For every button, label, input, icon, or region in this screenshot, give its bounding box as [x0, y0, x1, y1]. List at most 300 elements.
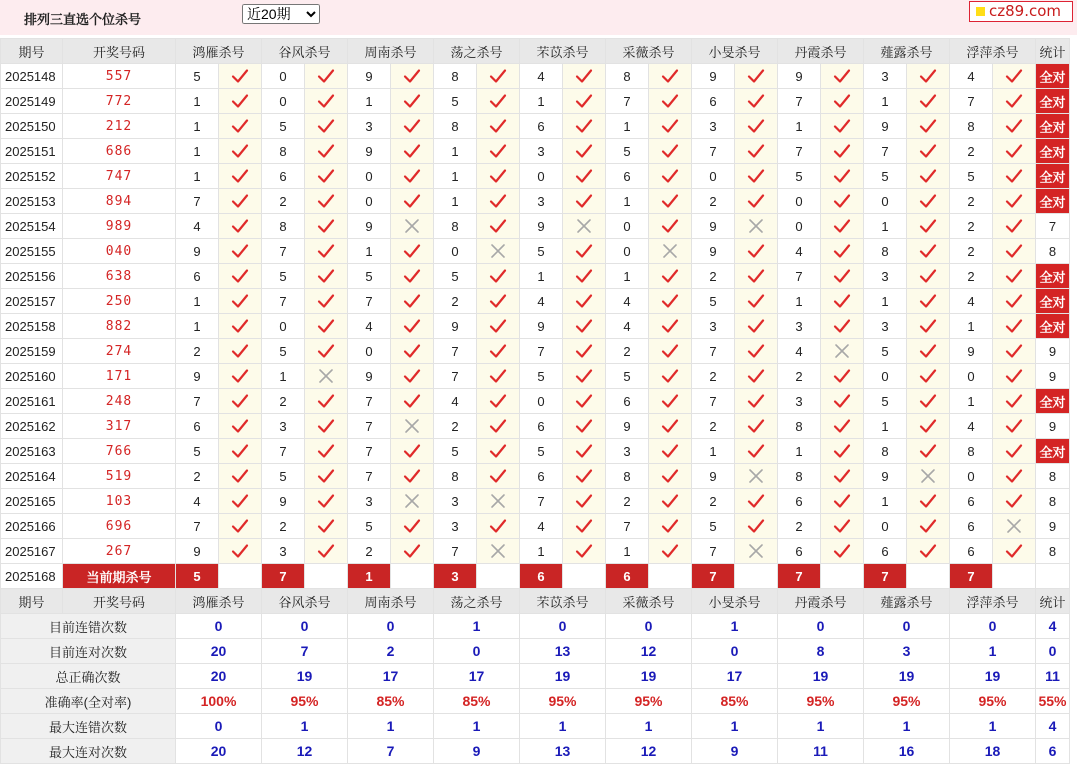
row-kill-number: 3 — [778, 389, 821, 414]
check-icon — [477, 114, 520, 139]
row-kill-number: 1 — [606, 264, 649, 289]
check-icon — [735, 289, 778, 314]
row-kill-number: 3 — [692, 314, 735, 339]
current-empty-cell — [477, 564, 520, 589]
header-expert[interactable]: 芣苡杀号 — [520, 39, 606, 64]
header-stat: 统计 — [1036, 589, 1070, 614]
check-icon — [993, 239, 1036, 264]
current-empty-cell — [821, 564, 864, 589]
row-kill-number: 2 — [606, 489, 649, 514]
row-stat: 7 — [1036, 214, 1070, 239]
summary-row — [1, 739, 1070, 764]
check-icon — [735, 164, 778, 189]
row-kill-number: 1 — [520, 264, 563, 289]
header-expert[interactable]: 周南杀号 — [348, 589, 434, 614]
row-period: 2025152 — [1, 164, 63, 189]
row-draw-number: 894 — [63, 189, 176, 214]
summary-row — [1, 714, 1070, 739]
row-kill-number: 3 — [348, 489, 391, 514]
site-logo[interactable] — [969, 1, 1073, 22]
row-kill-number: 5 — [434, 439, 477, 464]
current-empty-cell — [993, 564, 1036, 589]
check-icon — [649, 514, 692, 539]
row-kill-number: 2 — [262, 514, 305, 539]
cross-icon — [477, 539, 520, 564]
row-period: 2025164 — [1, 464, 63, 489]
check-icon — [735, 339, 778, 364]
row-kill-number: 2 — [950, 214, 993, 239]
row-draw-number: 317 — [63, 414, 176, 439]
check-icon — [477, 414, 520, 439]
row-kill-number: 5 — [864, 389, 907, 414]
check-icon — [907, 389, 950, 414]
row-kill-number: 8 — [262, 214, 305, 239]
check-icon — [649, 114, 692, 139]
header-expert[interactable]: 荡之杀号 — [434, 589, 520, 614]
check-icon — [477, 289, 520, 314]
current-kill-number: 7 — [692, 564, 735, 589]
row-kill-number: 3 — [692, 114, 735, 139]
row-stat: 8 — [1036, 489, 1070, 514]
row-kill-number: 1 — [606, 114, 649, 139]
row-draw-number: 250 — [63, 289, 176, 314]
check-icon — [649, 89, 692, 114]
header-expert[interactable]: 浮萍杀号 — [950, 589, 1036, 614]
check-icon — [821, 439, 864, 464]
row-kill-number: 2 — [778, 364, 821, 389]
check-icon — [219, 439, 262, 464]
cross-icon — [391, 414, 434, 439]
current-stat-cell — [1036, 564, 1070, 589]
row-kill-number: 8 — [950, 114, 993, 139]
summary-value: 95% — [778, 689, 864, 714]
row-period: 2025150 — [1, 114, 63, 139]
row-stat: 8 — [1036, 539, 1070, 564]
check-icon — [477, 389, 520, 414]
row-kill-number: 7 — [176, 514, 219, 539]
summary-stat: 11 — [1036, 664, 1070, 689]
row-kill-number: 2 — [950, 264, 993, 289]
row-kill-number: 0 — [262, 314, 305, 339]
header-expert[interactable]: 浮萍杀号 — [950, 39, 1036, 64]
table-row — [1, 364, 1070, 389]
check-icon — [907, 114, 950, 139]
check-icon — [993, 164, 1036, 189]
row-kill-number: 8 — [864, 439, 907, 464]
row-kill-number: 7 — [434, 339, 477, 364]
row-kill-number: 1 — [176, 114, 219, 139]
row-stat: 全对 — [1036, 139, 1070, 164]
row-kill-number: 1 — [434, 139, 477, 164]
row-kill-number: 7 — [348, 389, 391, 414]
row-draw-number: 248 — [63, 389, 176, 414]
summary-value: 0 — [262, 614, 348, 639]
header-expert[interactable]: 谷风杀号 — [262, 39, 348, 64]
check-icon — [219, 389, 262, 414]
check-icon — [305, 264, 348, 289]
row-kill-number: 8 — [434, 114, 477, 139]
check-icon — [563, 314, 606, 339]
summary-value: 17 — [348, 664, 434, 689]
check-icon — [649, 414, 692, 439]
row-kill-number: 0 — [864, 514, 907, 539]
check-icon — [821, 414, 864, 439]
current-empty-cell — [219, 564, 262, 589]
row-kill-number: 9 — [692, 64, 735, 89]
check-icon — [735, 314, 778, 339]
summary-value: 19 — [606, 664, 692, 689]
check-icon — [219, 189, 262, 214]
row-kill-number: 9 — [176, 239, 219, 264]
summary-value: 19 — [864, 664, 950, 689]
header-expert[interactable]: 小旻杀号 — [692, 589, 778, 614]
row-kill-number: 8 — [778, 464, 821, 489]
check-icon — [391, 164, 434, 189]
check-icon — [391, 439, 434, 464]
check-icon — [391, 264, 434, 289]
check-icon — [907, 314, 950, 339]
cross-icon — [735, 464, 778, 489]
row-kill-number: 7 — [692, 139, 735, 164]
row-period: 2025160 — [1, 364, 63, 389]
check-icon — [993, 114, 1036, 139]
row-kill-number: 8 — [434, 464, 477, 489]
row-period: 2025154 — [1, 214, 63, 239]
check-icon — [305, 214, 348, 239]
table-row — [1, 539, 1070, 564]
row-kill-number: 4 — [520, 514, 563, 539]
summary-value: 11 — [778, 739, 864, 764]
row-kill-number: 5 — [520, 239, 563, 264]
row-stat: 全对 — [1036, 164, 1070, 189]
row-kill-number: 0 — [778, 189, 821, 214]
check-icon — [735, 64, 778, 89]
row-kill-number: 6 — [606, 164, 649, 189]
row-period: 2025158 — [1, 314, 63, 339]
row-kill-number: 3 — [520, 189, 563, 214]
row-kill-number: 8 — [778, 414, 821, 439]
row-kill-number: 7 — [606, 89, 649, 114]
summary-value: 1 — [606, 714, 692, 739]
summary-stat: 4 — [1036, 714, 1070, 739]
cross-icon — [735, 214, 778, 239]
row-kill-number: 2 — [434, 289, 477, 314]
row-kill-number: 7 — [348, 289, 391, 314]
header-period: 期号 — [1, 39, 63, 64]
check-icon — [305, 289, 348, 314]
row-draw-number: 882 — [63, 314, 176, 339]
row-kill-number: 1 — [434, 164, 477, 189]
row-kill-number: 0 — [348, 339, 391, 364]
summary-value: 7 — [262, 639, 348, 664]
row-kill-number: 7 — [176, 389, 219, 414]
table-row — [1, 139, 1070, 164]
row-draw-number: 103 — [63, 489, 176, 514]
row-kill-number: 9 — [262, 489, 305, 514]
check-icon — [391, 314, 434, 339]
header-expert[interactable]: 周南杀号 — [348, 39, 434, 64]
period-range-select[interactable] — [242, 4, 320, 24]
check-icon — [993, 214, 1036, 239]
row-kill-number: 6 — [176, 264, 219, 289]
check-icon — [305, 164, 348, 189]
row-kill-number: 2 — [692, 364, 735, 389]
row-kill-number: 0 — [348, 189, 391, 214]
check-icon — [219, 314, 262, 339]
check-icon — [391, 339, 434, 364]
row-period: 2025155 — [1, 239, 63, 264]
check-icon — [477, 339, 520, 364]
row-kill-number: 1 — [864, 489, 907, 514]
check-icon — [219, 339, 262, 364]
summary-value: 19 — [520, 664, 606, 689]
row-stat: 8 — [1036, 464, 1070, 489]
row-kill-number: 2 — [950, 189, 993, 214]
summary-value: 3 — [864, 639, 950, 664]
check-icon — [391, 289, 434, 314]
row-kill-number: 0 — [606, 214, 649, 239]
header-expert[interactable]: 荡之杀号 — [434, 39, 520, 64]
cross-icon — [563, 214, 606, 239]
check-icon — [907, 214, 950, 239]
summary-value: 13 — [520, 639, 606, 664]
row-kill-number: 3 — [434, 514, 477, 539]
check-icon — [993, 289, 1036, 314]
row-kill-number: 8 — [262, 139, 305, 164]
header-expert[interactable]: 采薇杀号 — [606, 39, 692, 64]
row-period: 2025159 — [1, 339, 63, 364]
header-expert[interactable]: 鸿雁杀号 — [176, 39, 262, 64]
row-kill-number: 2 — [176, 339, 219, 364]
row-kill-number: 6 — [864, 539, 907, 564]
row-kill-number: 3 — [864, 314, 907, 339]
row-period: 2025166 — [1, 514, 63, 539]
check-icon — [219, 489, 262, 514]
check-icon — [649, 464, 692, 489]
check-icon — [391, 64, 434, 89]
row-kill-number: 7 — [778, 264, 821, 289]
check-icon — [821, 239, 864, 264]
summary-value: 17 — [692, 664, 778, 689]
check-icon — [907, 189, 950, 214]
check-icon — [735, 139, 778, 164]
check-icon — [305, 239, 348, 264]
row-kill-number: 2 — [606, 339, 649, 364]
current-kill-number: 7 — [864, 564, 907, 589]
check-icon — [735, 114, 778, 139]
row-draw-number: 638 — [63, 264, 176, 289]
row-kill-number: 6 — [950, 539, 993, 564]
row-kill-number: 1 — [176, 139, 219, 164]
row-kill-number: 3 — [778, 314, 821, 339]
check-icon — [305, 464, 348, 489]
row-kill-number: 9 — [348, 364, 391, 389]
check-icon — [219, 364, 262, 389]
header-expert[interactable]: 薤露杀号 — [864, 589, 950, 614]
current-kill-number: 7 — [262, 564, 305, 589]
summary-value: 2 — [348, 639, 434, 664]
summary-value: 95% — [864, 689, 950, 714]
check-icon — [477, 164, 520, 189]
check-icon — [649, 64, 692, 89]
check-icon — [907, 64, 950, 89]
row-period: 2025151 — [1, 139, 63, 164]
summary-value: 19 — [262, 664, 348, 689]
table-row — [1, 314, 1070, 339]
row-kill-number: 0 — [778, 214, 821, 239]
row-kill-number: 8 — [606, 464, 649, 489]
row-kill-number: 0 — [864, 364, 907, 389]
row-kill-number: 6 — [950, 514, 993, 539]
summary-value: 7 — [348, 739, 434, 764]
header-expert[interactable]: 采薇杀号 — [606, 589, 692, 614]
summary-value: 1 — [950, 714, 1036, 739]
check-icon — [391, 114, 434, 139]
summary-value: 17 — [434, 664, 520, 689]
current-empty-cell — [563, 564, 606, 589]
check-icon — [649, 164, 692, 189]
check-icon — [649, 389, 692, 414]
summary-value: 16 — [864, 739, 950, 764]
check-icon — [821, 289, 864, 314]
row-kill-number: 1 — [176, 289, 219, 314]
header-stat: 统计 — [1036, 39, 1070, 64]
check-icon — [305, 439, 348, 464]
cross-icon — [391, 489, 434, 514]
row-kill-number: 1 — [176, 314, 219, 339]
header-expert[interactable]: 小旻杀号 — [692, 39, 778, 64]
check-icon — [821, 489, 864, 514]
header-expert[interactable]: 谷风杀号 — [262, 589, 348, 614]
cross-icon — [649, 239, 692, 264]
row-kill-number: 6 — [520, 414, 563, 439]
check-icon — [563, 489, 606, 514]
row-kill-number: 3 — [262, 414, 305, 439]
check-icon — [821, 364, 864, 389]
header-expert[interactable]: 丹霞杀号 — [778, 39, 864, 64]
check-icon — [305, 89, 348, 114]
table-row — [1, 89, 1070, 114]
row-stat: 全对 — [1036, 264, 1070, 289]
row-kill-number: 9 — [692, 464, 735, 489]
check-icon — [821, 389, 864, 414]
check-icon — [649, 189, 692, 214]
check-icon — [305, 114, 348, 139]
check-icon — [305, 314, 348, 339]
row-kill-number: 8 — [864, 239, 907, 264]
check-icon — [907, 264, 950, 289]
row-kill-number: 2 — [692, 414, 735, 439]
row-draw-number: 274 — [63, 339, 176, 364]
row-kill-number: 2 — [692, 264, 735, 289]
summary-value: 1 — [262, 714, 348, 739]
row-kill-number: 2 — [176, 464, 219, 489]
check-icon — [821, 464, 864, 489]
row-stat: 全对 — [1036, 314, 1070, 339]
row-kill-number: 5 — [692, 514, 735, 539]
row-kill-number: 4 — [520, 64, 563, 89]
row-kill-number: 5 — [606, 139, 649, 164]
row-stat: 全对 — [1036, 64, 1070, 89]
check-icon — [219, 164, 262, 189]
cross-icon — [391, 214, 434, 239]
summary-value: 0 — [950, 614, 1036, 639]
check-icon — [477, 189, 520, 214]
header-expert[interactable]: 芣苡杀号 — [520, 589, 606, 614]
summary-value: 13 — [520, 739, 606, 764]
check-icon — [821, 264, 864, 289]
table-row — [1, 414, 1070, 439]
row-kill-number: 6 — [778, 539, 821, 564]
check-icon — [219, 464, 262, 489]
header-expert[interactable]: 丹霞杀号 — [778, 589, 864, 614]
row-kill-number: 5 — [606, 364, 649, 389]
check-icon — [735, 189, 778, 214]
row-kill-number: 1 — [864, 289, 907, 314]
cross-icon — [305, 364, 348, 389]
row-kill-number: 3 — [606, 439, 649, 464]
summary-value: 1 — [520, 714, 606, 739]
row-kill-number: 1 — [864, 214, 907, 239]
current-kill-number: 7 — [950, 564, 993, 589]
row-stat: 全对 — [1036, 114, 1070, 139]
check-icon — [993, 414, 1036, 439]
check-icon — [735, 414, 778, 439]
row-kill-number: 0 — [520, 164, 563, 189]
row-kill-number: 0 — [434, 239, 477, 264]
row-kill-number: 5 — [864, 164, 907, 189]
row-kill-number: 0 — [262, 89, 305, 114]
summary-value: 0 — [606, 614, 692, 639]
check-icon — [391, 389, 434, 414]
cross-icon — [821, 339, 864, 364]
row-stat: 8 — [1036, 239, 1070, 264]
check-icon — [821, 114, 864, 139]
check-icon — [735, 89, 778, 114]
summary-value: 9 — [692, 739, 778, 764]
row-kill-number: 5 — [348, 264, 391, 289]
row-kill-number: 3 — [262, 539, 305, 564]
summary-value: 0 — [692, 639, 778, 664]
row-kill-number: 7 — [606, 514, 649, 539]
table-row — [1, 64, 1070, 89]
summary-value: 85% — [348, 689, 434, 714]
table-row — [1, 264, 1070, 289]
row-draw-number: 766 — [63, 439, 176, 464]
row-kill-number: 9 — [692, 214, 735, 239]
row-kill-number: 1 — [520, 539, 563, 564]
row-kill-number: 5 — [692, 289, 735, 314]
row-kill-number: 0 — [692, 164, 735, 189]
row-kill-number: 9 — [864, 464, 907, 489]
logo-text: cz89.com — [989, 2, 1062, 20]
header-expert[interactable]: 鸿雁杀号 — [176, 589, 262, 614]
summary-value: 1 — [434, 614, 520, 639]
cross-icon — [477, 239, 520, 264]
header-expert[interactable]: 薤露杀号 — [864, 39, 950, 64]
row-draw-number: 686 — [63, 139, 176, 164]
check-icon — [219, 264, 262, 289]
row-stat: 全对 — [1036, 189, 1070, 214]
check-icon — [477, 514, 520, 539]
row-kill-number: 8 — [606, 64, 649, 89]
row-kill-number: 4 — [176, 489, 219, 514]
check-icon — [907, 439, 950, 464]
check-icon — [563, 114, 606, 139]
check-icon — [391, 139, 434, 164]
check-icon — [477, 89, 520, 114]
check-icon — [735, 489, 778, 514]
